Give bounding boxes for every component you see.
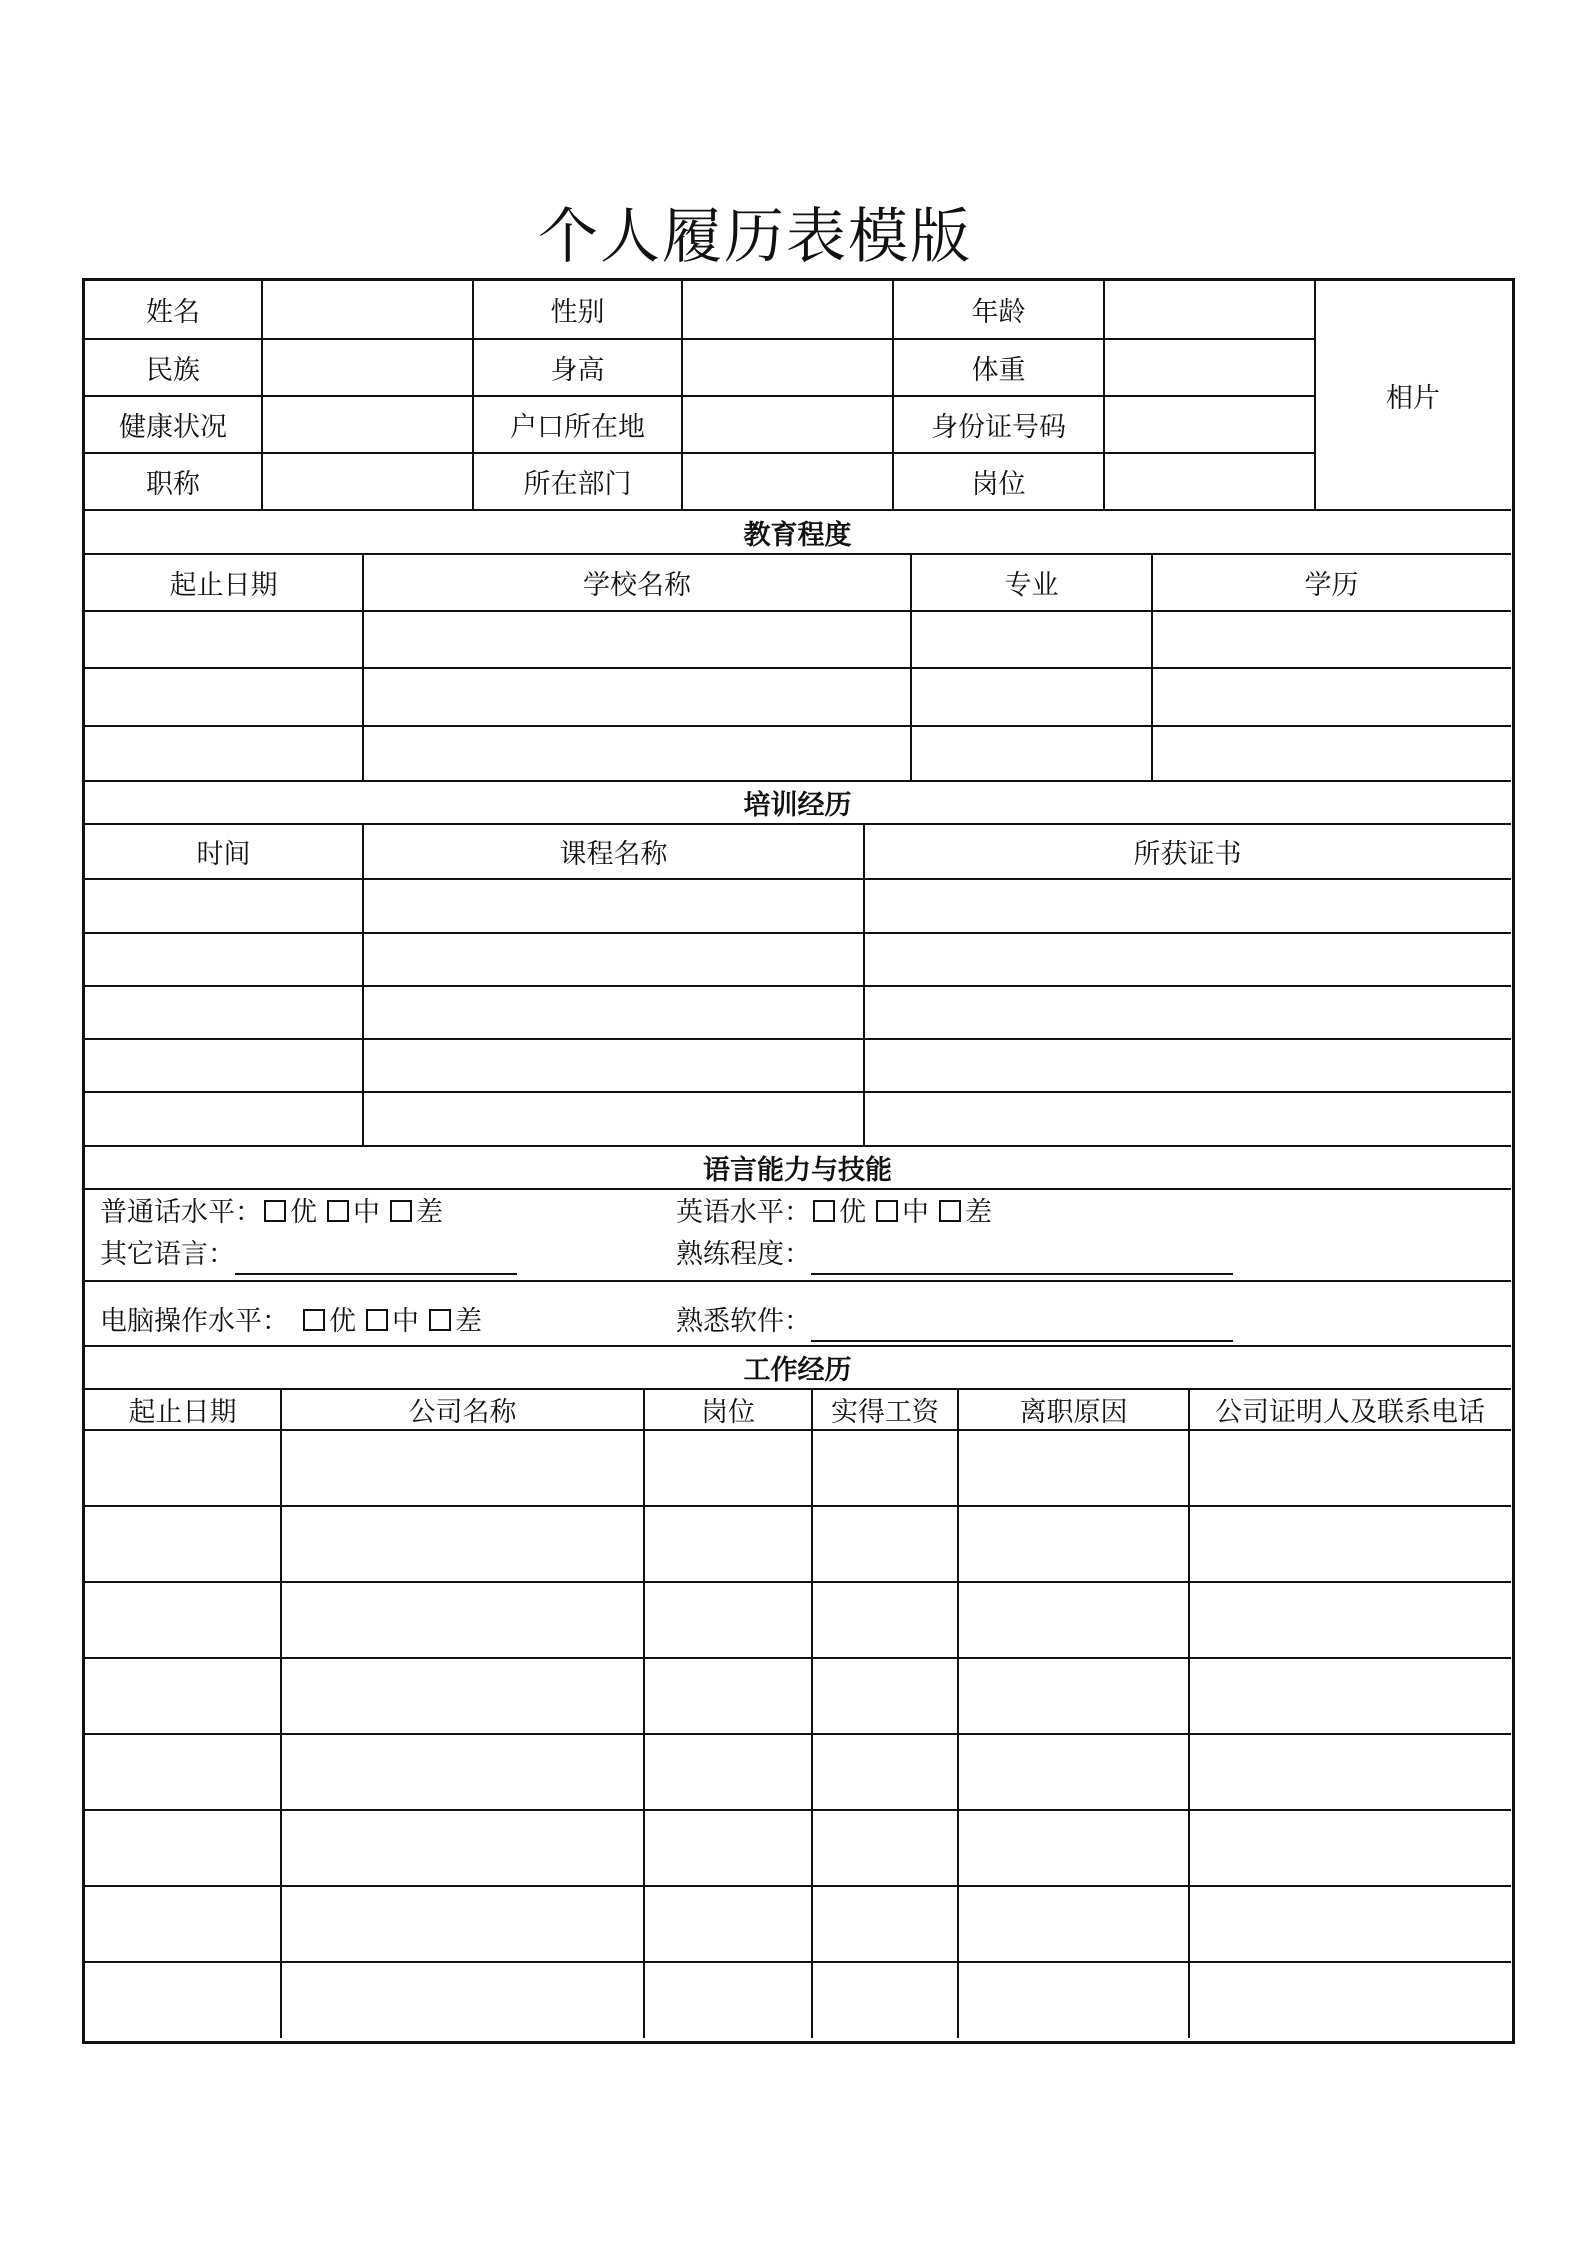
option-label: 优	[329, 1306, 356, 1337]
label-weight: 体重	[971, 355, 1026, 386]
label-job_title: 职称	[146, 469, 200, 500]
work-col-header: 实得工资	[831, 1397, 939, 1428]
photo-box: 相片	[1386, 382, 1440, 414]
label-hukou: 户口所在地	[510, 412, 645, 443]
education-col-header: 专业	[1004, 570, 1059, 601]
option-label: 差	[416, 1197, 443, 1228]
label-ethnicity: 民族	[146, 355, 200, 386]
option-label: 差	[455, 1306, 482, 1337]
skill-label: 熟悉软件：	[676, 1306, 811, 1337]
label-id_number: 身份证号码	[931, 412, 1066, 443]
education-col-header: 学校名称	[583, 570, 691, 601]
label-gender: 性别	[550, 297, 605, 328]
label-age: 年龄	[971, 297, 1026, 328]
skill-label: 其它语言：	[100, 1239, 235, 1270]
work-col-header: 岗位	[701, 1397, 755, 1428]
work-col-header: 公司证明人及联系电话	[1215, 1397, 1485, 1428]
option-label: 中	[392, 1306, 419, 1337]
work-col-header: 起止日期	[128, 1397, 237, 1428]
work-col-header: 公司名称	[408, 1397, 517, 1428]
section-training-heading: 培训经历	[743, 790, 852, 821]
skill-label: 熟练程度：	[676, 1239, 811, 1270]
training-col-header: 所获证书	[1133, 839, 1242, 870]
skill-label: 电脑操作水平：	[100, 1306, 289, 1337]
option-label: 优	[839, 1197, 866, 1228]
work-col-header: 离职原因	[1019, 1397, 1128, 1428]
label-department: 所在部门	[523, 469, 632, 500]
page-title: 个人履历表模版	[538, 202, 972, 272]
skill-label: 英语水平：	[676, 1197, 811, 1228]
label-health: 健康状况	[119, 412, 227, 443]
option-label: 中	[353, 1197, 380, 1228]
label-name: 姓名	[146, 297, 200, 328]
training-col-header: 课程名称	[559, 839, 668, 870]
education-col-header: 起止日期	[169, 570, 278, 601]
label-height: 身高	[550, 355, 605, 386]
education-col-header: 学历	[1304, 570, 1359, 601]
option-label: 差	[965, 1197, 992, 1228]
section-education-heading: 教育程度	[743, 519, 852, 551]
training-col-header: 时间	[196, 839, 251, 870]
option-label: 优	[290, 1197, 317, 1228]
label-position: 岗位	[971, 469, 1026, 500]
option-label: 中	[902, 1197, 929, 1228]
skill-label: 普通话水平：	[100, 1197, 262, 1228]
section-skills-heading: 语言能力与技能	[703, 1155, 892, 1186]
section-work-heading: 工作经历	[743, 1355, 852, 1386]
form-outer-border	[82, 278, 1515, 2044]
